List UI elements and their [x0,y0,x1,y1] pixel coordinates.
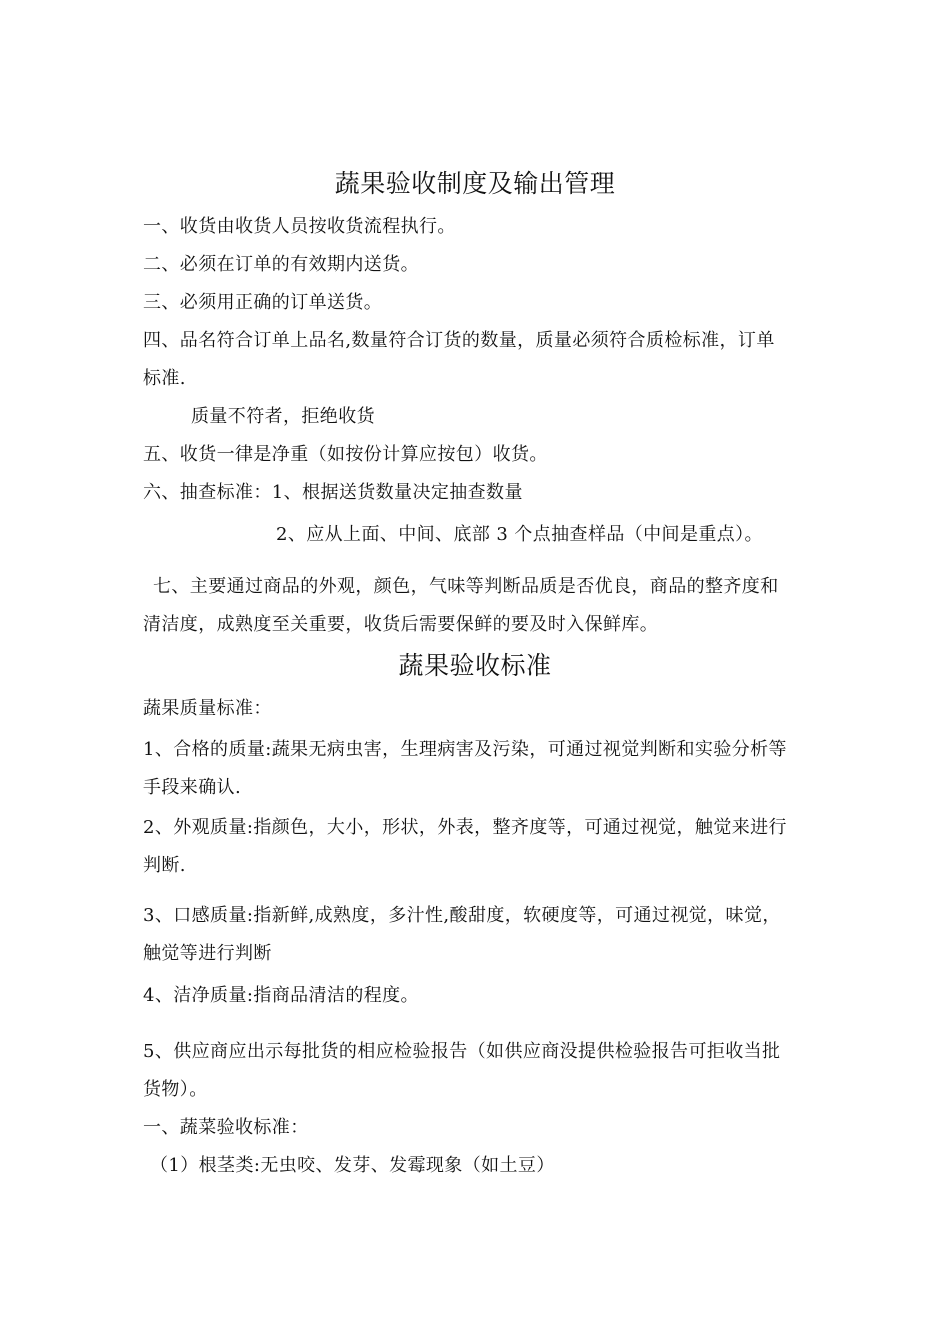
quality-3-line-1: 3、口感质量:指新鲜,成熟度，多汁性,酸甜度，软硬度等，可通过视觉，味觉， [143,905,781,926]
rule-4-note: 质量不符者，拒绝收货 [191,406,375,427]
quality-5-line-2: 货物）。 [143,1079,208,1100]
quality-1-line-2: 手段来确认. [143,777,242,798]
rule-5: 五、收货一律是净重（如按份计算应按包）收货。 [143,444,548,465]
rule-1: 一、收货由收货人员按收货流程执行。 [143,216,456,237]
rule-4-line-1: 四、品名符合订单上品名,数量符合订货的数量，质量必须符合质检标准，订单 [143,330,775,351]
vegetable-heading: 一、蔬菜验收标准： [143,1117,309,1138]
quality-2-line-1: 2、外观质量:指颜色，大小，形状，外表，整齐度等，可通过视觉，触觉来进行 [143,817,787,838]
rule-3: 三、必须用正确的订单送货。 [143,292,383,313]
quality-heading: 蔬果质量标准： [143,698,272,719]
quality-1-line-1: 1、合格的质量:蔬果无病虫害，生理病害及污染，可通过视觉判断和实验分析等 [143,739,787,760]
section-title-standards: 蔬果验收标准 [398,651,552,680]
rule-4-line-2: 标准. [143,368,186,389]
rule-7-line-2: 清洁度，成熟度至关重要，收货后需要保鲜的要及时入保鲜库。 [143,614,659,635]
document-title: 蔬果验收制度及输出管理 [334,169,616,198]
rule-2: 二、必须在订单的有效期内送货。 [143,254,419,275]
quality-2-line-2: 判断. [143,855,186,876]
vegetable-item-1: （1）根茎类:无虫咬、发芽、发霉现象（如土豆） [150,1155,555,1176]
rule-7-line-1: 七、主要通过商品的外观，颜色，气味等判断品质是否优良，商品的整齐度和 [153,576,779,597]
rule-6-line-2: 2、应从上面、中间、底部 3 个点抽查样品（中间是重点）。 [276,524,763,545]
rule-6-line-1: 六、抽查标准：1、根据送货数量决定抽查数量 [143,482,523,503]
quality-3-line-2: 触觉等进行判断 [143,943,272,964]
quality-5-line-1: 5、供应商应出示每批货的相应检验报告（如供应商没提供检验报告可拒收当批 [143,1041,781,1062]
quality-4: 4、洁净质量:指商品清洁的程度。 [143,985,419,1006]
